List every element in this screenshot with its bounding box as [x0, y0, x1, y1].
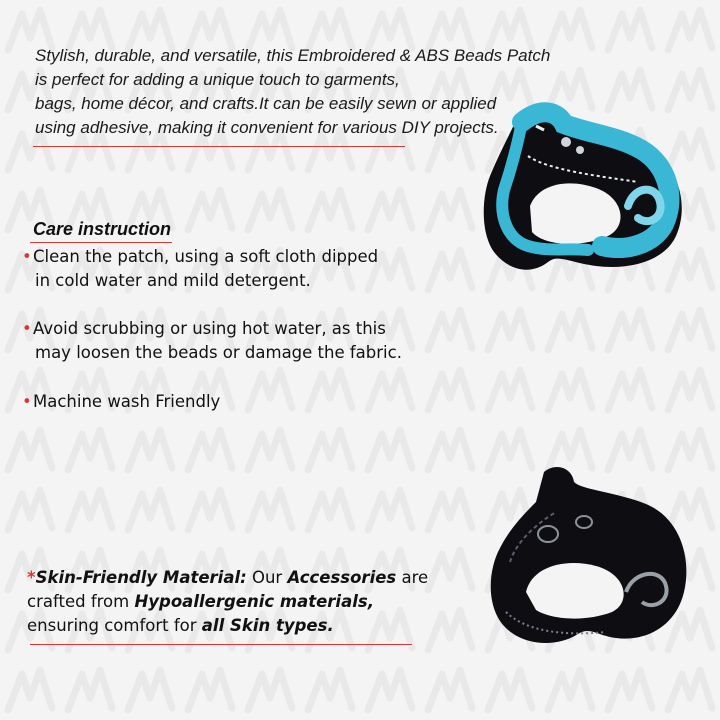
bullet-icon: •	[22, 247, 32, 266]
accessories-text: Accessories	[287, 568, 397, 587]
care-item-text: Machine wash Friendly	[33, 392, 221, 411]
skin-label: Skin-Friendly Material:	[35, 568, 247, 587]
care-item-text: Avoid scrubbing or using hot water, as this	[33, 319, 386, 338]
skin-types-text: all Skin types.	[201, 616, 334, 635]
care-title-underline	[30, 242, 172, 243]
skin-text: ensuring comfort for	[27, 616, 202, 635]
care-item-text: may loosen the beads or damage the fabric.	[35, 343, 402, 362]
intro-divider	[33, 146, 405, 147]
skin-line-2	[27, 590, 447, 614]
care-item-machine-wash	[22, 390, 220, 414]
skin-divider	[30, 644, 412, 645]
care-item-text: Clean the patch, using a soft cloth dipped	[33, 247, 379, 266]
intro-line: using adhesive, making it convenient for various DIY projects.	[35, 118, 499, 137]
hypoallergenic-text: Hypoallergenic materials,	[134, 592, 374, 611]
skin-text: Our	[246, 568, 288, 587]
asterisk: *	[27, 568, 36, 587]
bullet-icon: •	[22, 319, 32, 338]
intro-line: is perfect for adding a unique touch to garments,	[35, 70, 400, 89]
care-item-avoid	[22, 317, 402, 365]
skin-text: are	[396, 568, 429, 587]
intro-line: bags, home décor, and crafts.It can be easily sewn or applied	[35, 94, 497, 113]
beaded-patch-front-image	[478, 86, 700, 278]
care-item-text: in cold water and mild detergent.	[35, 271, 311, 290]
intro-paragraph	[35, 44, 555, 140]
skin-friendly-block	[27, 566, 447, 638]
care-title: Care instruction	[33, 219, 172, 239]
care-item-clean	[22, 245, 378, 293]
bullet-icon: •	[22, 392, 32, 411]
skin-text: crafted from	[27, 592, 135, 611]
skin-line-3	[27, 614, 447, 638]
embroidered-patch-back-image	[486, 462, 696, 658]
intro-line: Stylish, durable, and versatile, this Embroidered & ABS Beads Patch	[35, 46, 551, 65]
skin-line-1	[27, 566, 447, 590]
